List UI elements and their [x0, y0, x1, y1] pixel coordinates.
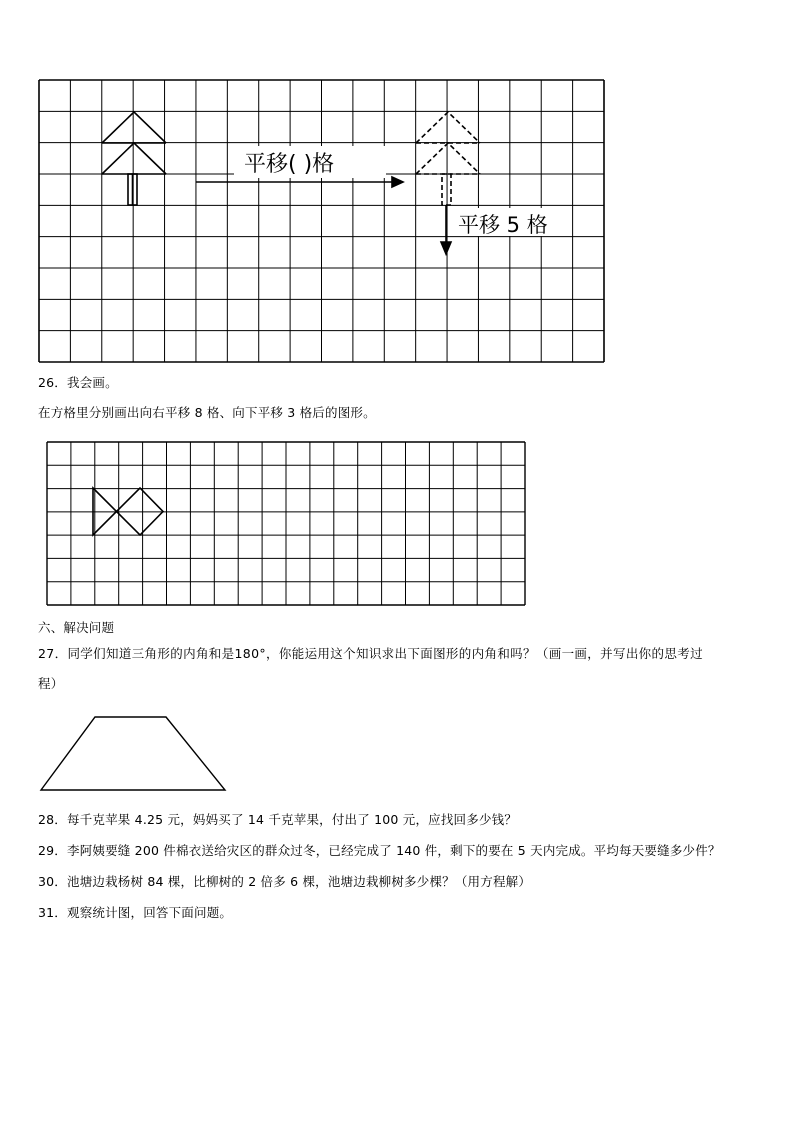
q29-text: 29．李阿姨要缝 200 件棉衣送给灾区的群众过冬，已经完成了 140 件，剩下的要在 5 天内完成。平均每天要缝多少件？ — [38, 843, 721, 858]
section6-heading: 六、解决问题 — [38, 620, 115, 635]
original-tree-shape — [102, 112, 166, 205]
q27-line1: 27．同学们知道三角形的内角和是180°，你能运用这个知识求出下面图形的内角和吗？（画一画，并写出你的思考过 — [38, 646, 703, 661]
q31-text: 31．观察统计图，回答下面问题。 — [38, 905, 233, 920]
translation-grid-figure — [38, 78, 606, 364]
q28-text: 28．每千克苹果 4.25 元，妈妈买了 14 千克苹果，付出了 100 元，应找回多少钱？ — [38, 812, 518, 827]
translated-tree-shape — [416, 112, 480, 205]
bowtie-grid-figure — [46, 441, 528, 607]
down-arrow — [441, 205, 451, 254]
trapezoid-figure — [38, 714, 230, 794]
shift-right-label: 平移( )格 — [244, 152, 335, 177]
q30-text: 30．池塘边栽杨树 84 棵，比柳树的 2 倍多 6 棵，池塘边栽柳树多少棵？（用方程解） — [38, 874, 532, 889]
shift-down-label: 平移 5 格 — [458, 213, 548, 237]
grid-lines — [47, 442, 525, 605]
q27-line2: 程） — [38, 676, 64, 691]
q26-title: 26．我会画。 — [38, 375, 118, 390]
q26-instruction: 在方格里分别画出向右平移 8 格、向下平移 3 格后的图形。 — [38, 405, 376, 420]
